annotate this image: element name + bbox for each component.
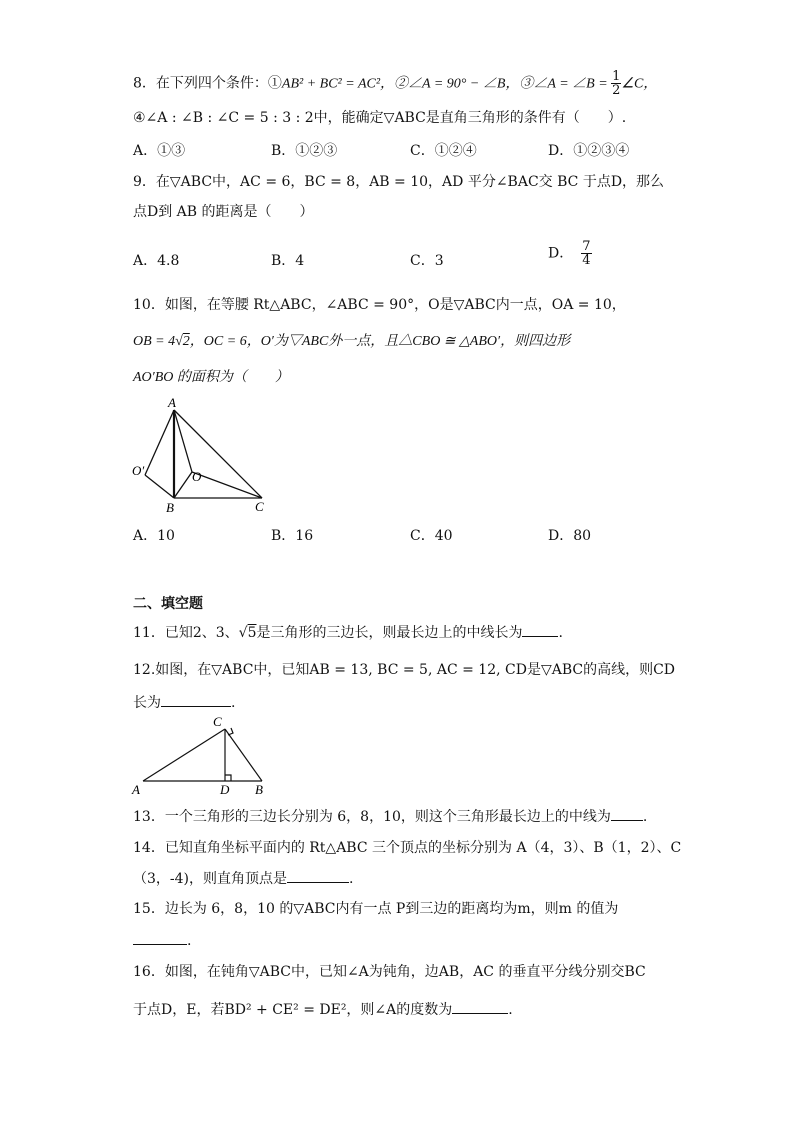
- q10-seg-ob: [145, 475, 174, 498]
- q12-label-b: B: [255, 782, 263, 797]
- sqrt-icon: √: [175, 334, 183, 349]
- q10-label-oprime: O′: [132, 463, 145, 478]
- section-title: 二、填空题: [133, 596, 203, 612]
- q8-fraction: [611, 70, 621, 97]
- q12-answer-blank[interactable]: [161, 692, 231, 707]
- q16-line1: 16．如图，在钝角▽ABC中，已知∠A为钝角，边AB，AC 的垂直平分线分别交BC: [133, 964, 646, 980]
- q11: [133, 622, 563, 643]
- q9-option-d[interactable]: [548, 240, 592, 267]
- q14-line2-text: （3，-4)，则直角顶点是: [133, 871, 288, 887]
- q8-option-b[interactable]: B．①②③: [271, 143, 338, 159]
- q8-condition1: AB² + BC² = AC²: [281, 76, 381, 92]
- q12-label-a: A: [132, 782, 140, 797]
- q15-line2: [133, 930, 191, 951]
- q10-option-c[interactable]: C．40: [410, 528, 453, 544]
- q12-label-d: D: [220, 782, 230, 797]
- q12-seg-ac: [143, 729, 225, 781]
- q10-ob: OB = 4: [133, 334, 176, 349]
- q10-seg-o-b: [174, 472, 192, 498]
- q11-sqrt-value: 5: [247, 625, 257, 641]
- q9-option-b[interactable]: B．4: [271, 253, 305, 269]
- q16-end: .: [508, 1002, 513, 1018]
- q9-option-a[interactable]: A．4.8: [133, 253, 180, 269]
- q11-end: .: [558, 625, 563, 641]
- q10-line3: AO′BO 的面积为（ ）: [133, 370, 289, 385]
- q11-text: 是三角形的三边长，则最长边上的中线长为: [256, 625, 523, 641]
- q8-condition2-3: ，②∠A = 90° − ∠B，③∠A = ∠B =: [380, 76, 612, 92]
- q12-end: .: [231, 695, 236, 711]
- q12-line2: [133, 692, 235, 713]
- q8-prefix: 8．在下列四个条件：①: [133, 75, 282, 92]
- q8-line1: [133, 70, 657, 97]
- q12-label-c: C: [213, 716, 222, 729]
- q15-line1: 15．边长为 6，8，10 的▽ABC内有一点 P到三边的距离均为m，则m 的值为: [133, 901, 619, 917]
- q8-option-d[interactable]: D．①②③④: [548, 143, 630, 159]
- q9-line1: 9．在▽ABC中，AC = 6，BC = 8，AB = 10，AD 平分∠BAC交 BC 于点D，那么: [133, 174, 665, 190]
- q8-line2: ④∠A : ∠B : ∠C = 5 : 3 : 2中，能确定▽ABC是直角三角形的条件有（ ）.: [133, 110, 627, 126]
- q16-line2: [133, 999, 513, 1020]
- q10-figure: [128, 393, 273, 515]
- q14-line1: 14．已知直角坐标平面内的 Rt△ABC 三个顶点的坐标分别为 A（4，3）、B（1，2）、C: [133, 840, 682, 856]
- q16-line2-text: 于点D，E，若BD² + CE² = DE²，则∠A的度数为: [133, 1002, 453, 1018]
- q12-line1: 12.如图，在▽ABC中，已知AB = 13, BC = 5, AC = 12, CD是▽ABC的高线，则CD: [133, 662, 676, 678]
- q9-d-den: 4: [582, 253, 591, 268]
- q10-option-d[interactable]: D．80: [548, 528, 592, 544]
- q11-prefix: 11．已知2、3、: [133, 625, 239, 641]
- q12-line2-text: 长为: [133, 695, 161, 711]
- q10-seg-ao: [145, 410, 174, 475]
- q12-seg-bc: [225, 729, 262, 781]
- q13-text: 13．一个三角形的三边长分别为 6，8，10，则这个三角形最长边上的中线为: [133, 809, 611, 825]
- q13-answer-blank[interactable]: [611, 806, 643, 821]
- q9-line2: 点D到 AB 的距离是（ ）: [133, 204, 314, 220]
- q10-line1: 10．如图，在等腰 Rt△ABC，∠ABC = 90°，O是▽ABC内一点，OA = 10，: [133, 297, 626, 313]
- q8-frac-den: 2: [612, 83, 621, 98]
- q9-option-d-fraction: [581, 240, 591, 267]
- q15-end: .: [187, 933, 192, 949]
- q10-label-a: A: [168, 395, 176, 410]
- q11-answer-blank[interactable]: [522, 622, 558, 637]
- sqrt-icon: √: [238, 625, 248, 641]
- q10-label-o: O: [192, 469, 202, 484]
- q10-line2: [133, 332, 570, 352]
- q12-figure: [128, 716, 268, 800]
- q8-option-c[interactable]: C．①②④: [410, 143, 477, 159]
- q14-answer-blank[interactable]: [287, 868, 349, 883]
- q9-d-num: 7: [582, 239, 591, 254]
- q8-option-a[interactable]: A．①③: [133, 143, 186, 159]
- q10-line2-rest: ，OC = 6，O′为▽ABC外一点，且△CBO ≅ △ABO′，则四边形: [189, 334, 571, 349]
- q9-option-c[interactable]: C．3: [410, 253, 444, 269]
- q13: [133, 806, 647, 827]
- q10-option-b[interactable]: B．16: [271, 528, 314, 544]
- q13-end: .: [642, 809, 648, 825]
- q10-sqrt-value: 2: [182, 334, 190, 349]
- q14-end: .: [349, 871, 354, 887]
- q10-label-c: C: [255, 499, 264, 514]
- q10-option-a[interactable]: A．10: [133, 528, 175, 544]
- q10-seg-o-c: [192, 472, 262, 498]
- q12-right-angle-d: [225, 775, 231, 781]
- q8-frac-num: 1: [612, 69, 621, 84]
- q9-option-d-label: D．: [548, 245, 574, 262]
- q10-label-b: B: [166, 500, 174, 515]
- q14-line2: [133, 868, 353, 889]
- q15-answer-blank[interactable]: [133, 930, 187, 945]
- q8-line1-end: ∠C，: [621, 76, 658, 92]
- q16-answer-blank[interactable]: [452, 999, 508, 1014]
